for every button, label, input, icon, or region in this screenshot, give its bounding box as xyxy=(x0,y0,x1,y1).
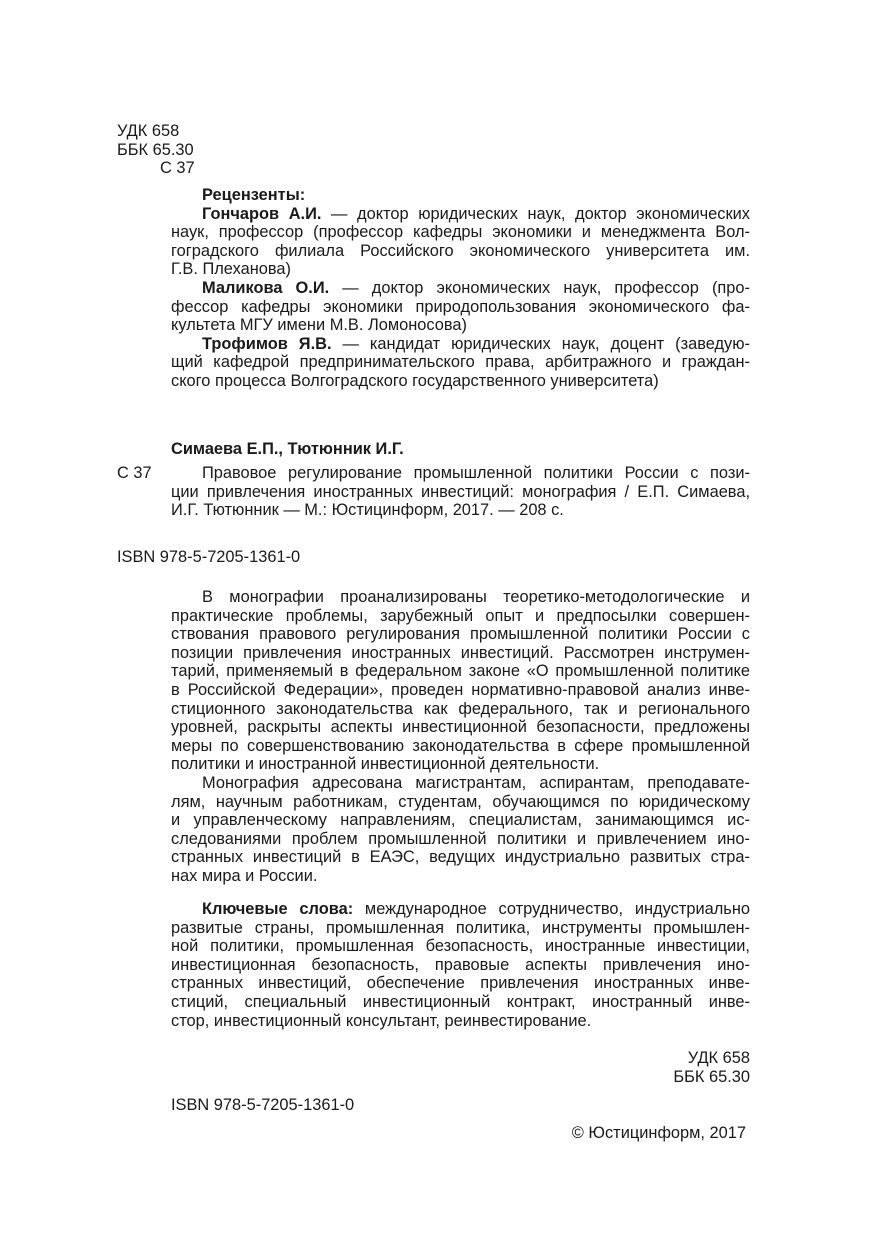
reviewer-text-line: наук, профессор (профессор кафедры экономики и менеджмента Вол- xyxy=(171,223,750,242)
reviewers-section xyxy=(171,186,750,391)
abstract-line: странных инвестиций в ЕАЭС, ведущих индустриально развитых стра- xyxy=(171,848,750,867)
keywords-line: стиций, специальный инвестиционный контракт, иностранный инве- xyxy=(171,992,750,1011)
keywords-line: странных инвестиций, обеспечение привлечения иностранных инве- xyxy=(171,974,750,993)
author-mark: С 37 xyxy=(160,159,195,178)
citation-line: И.Г. Тютюнник — М.: Юстицинформ, 2017. — 208 с. xyxy=(171,501,564,520)
reviewer-name: Трофимов Я.В. xyxy=(202,334,332,353)
reviewer-name: Гончаров А.И. xyxy=(202,204,322,223)
reviewers-heading: Рецензенты: xyxy=(202,186,306,204)
keywords-line: Ключевые слова: международное сотрудничество, индустриально xyxy=(202,900,750,918)
abstract-line: практические проблемы, зарубежный опыт и предпосылки совершен- xyxy=(171,606,750,625)
reviewer-trofimov-line: Трофимов Я.В. — кандидат юридических наук, доцент (заведую- xyxy=(202,334,750,353)
reviewer-text-line: щий кафедрой предпринимательского права, арбитражного и граждан- xyxy=(171,353,750,372)
keywords-line: развитые страны, промышленная политика, инструменты промышлен- xyxy=(171,918,750,937)
isbn-bottom: ISBN 978-5-7205-1361-0 xyxy=(171,1096,355,1114)
abstract-line: позиции привлечения иностранных инвестиций. Рассмотрен инструмен- xyxy=(171,643,750,662)
reviewer-goncharov-line: Гончаров А.И. — доктор юридических наук, доктор экономических xyxy=(202,204,750,223)
abstract-line: уровней, раскрыты аспекты инвестиционной безопасности, предложены xyxy=(171,718,750,737)
citation-line: ции привлечения иностранных инвестиций: монография / Е.П. Симаева, xyxy=(171,482,750,501)
copyright: © Юстицинформ, 2017 xyxy=(571,1124,746,1142)
classification-top xyxy=(117,122,195,178)
reviewer-text-line: культета МГУ имени М.В. Ломоносова) xyxy=(171,316,467,335)
reviewer-name: Маликова О.И. xyxy=(202,278,330,297)
abstract-line: В монографии проанализированы теоретико-методологические и xyxy=(202,588,750,606)
abstract-line: следованиями проблем промышленной политики и привлечением ино- xyxy=(171,829,750,848)
reviewer-text-line: фессор кафедры экономики природопользования экономического фа- xyxy=(171,297,750,316)
abstract-line: в Российской Федерации», проведен нормативно-правовой анализ инве- xyxy=(171,680,750,699)
citation-authors: Симаева Е.П., Тютюнник И.Г. xyxy=(171,440,404,458)
keywords-label: Ключевые слова: xyxy=(202,900,354,918)
citation-mark: С 37 xyxy=(117,464,152,482)
citation-text xyxy=(171,464,750,520)
abstract-line: лям, научным работникам, студентам, обучающимся по юридическому xyxy=(171,792,750,811)
keywords-line: инвестиционная безопасность, правовые аспекты привлечения ино- xyxy=(171,955,750,974)
abstract-line: тарий, применяемый в федеральном законе «О промышленной политике xyxy=(171,662,750,681)
abstract-line: и управленческому направлениям, специалистам, занимающимся ис- xyxy=(171,811,750,830)
keywords-line: ной политики, промышленная безопасность, иностранные инвестиции, xyxy=(171,937,750,956)
bbk-code-bottom: ББК 65.30 xyxy=(673,1067,750,1086)
bbk-code: ББК 65.30 xyxy=(117,140,194,159)
abstract-line: меры по совершенствованию законодательства в сфере промышленной xyxy=(171,736,750,755)
reviewer-text-line: гоградского филиала Российского экономического университета им. xyxy=(171,241,750,260)
keywords-line: стор, инвестиционный консультант, реинвестирование. xyxy=(171,1011,592,1030)
keywords xyxy=(171,900,750,1030)
udk-code-bottom: УДК 658 xyxy=(687,1049,750,1067)
reviewer-text-line: Г.В. Плеханова) xyxy=(171,260,291,279)
abstract-line: стиционного законодательства как федерального, так и регионального xyxy=(171,699,750,718)
isbn-top: ISBN 978-5-7205-1361-0 xyxy=(117,548,301,566)
abstract-line: Монография адресована магистрантам, аспирантам, преподавате- xyxy=(202,773,750,792)
classification-bottom xyxy=(500,1049,750,1086)
citation-line: Правовое регулирование промышленной политики России с пози- xyxy=(202,464,750,482)
abstract xyxy=(171,588,750,886)
abstract-line: нах мира и России. xyxy=(171,866,318,885)
abstract-line: политики и иностранной инвестиционной деятельности. xyxy=(171,755,600,774)
reviewer-text-line: ского процесса Волгоградского государственного университета) xyxy=(171,371,659,390)
abstract-line: ствования правового регулирования промышленной политики России с xyxy=(171,625,750,644)
udk-code: УДК 658 xyxy=(117,122,180,140)
reviewer-malikova-line: Маликова О.И. — доктор экономических наук, профессор (про- xyxy=(202,278,750,297)
